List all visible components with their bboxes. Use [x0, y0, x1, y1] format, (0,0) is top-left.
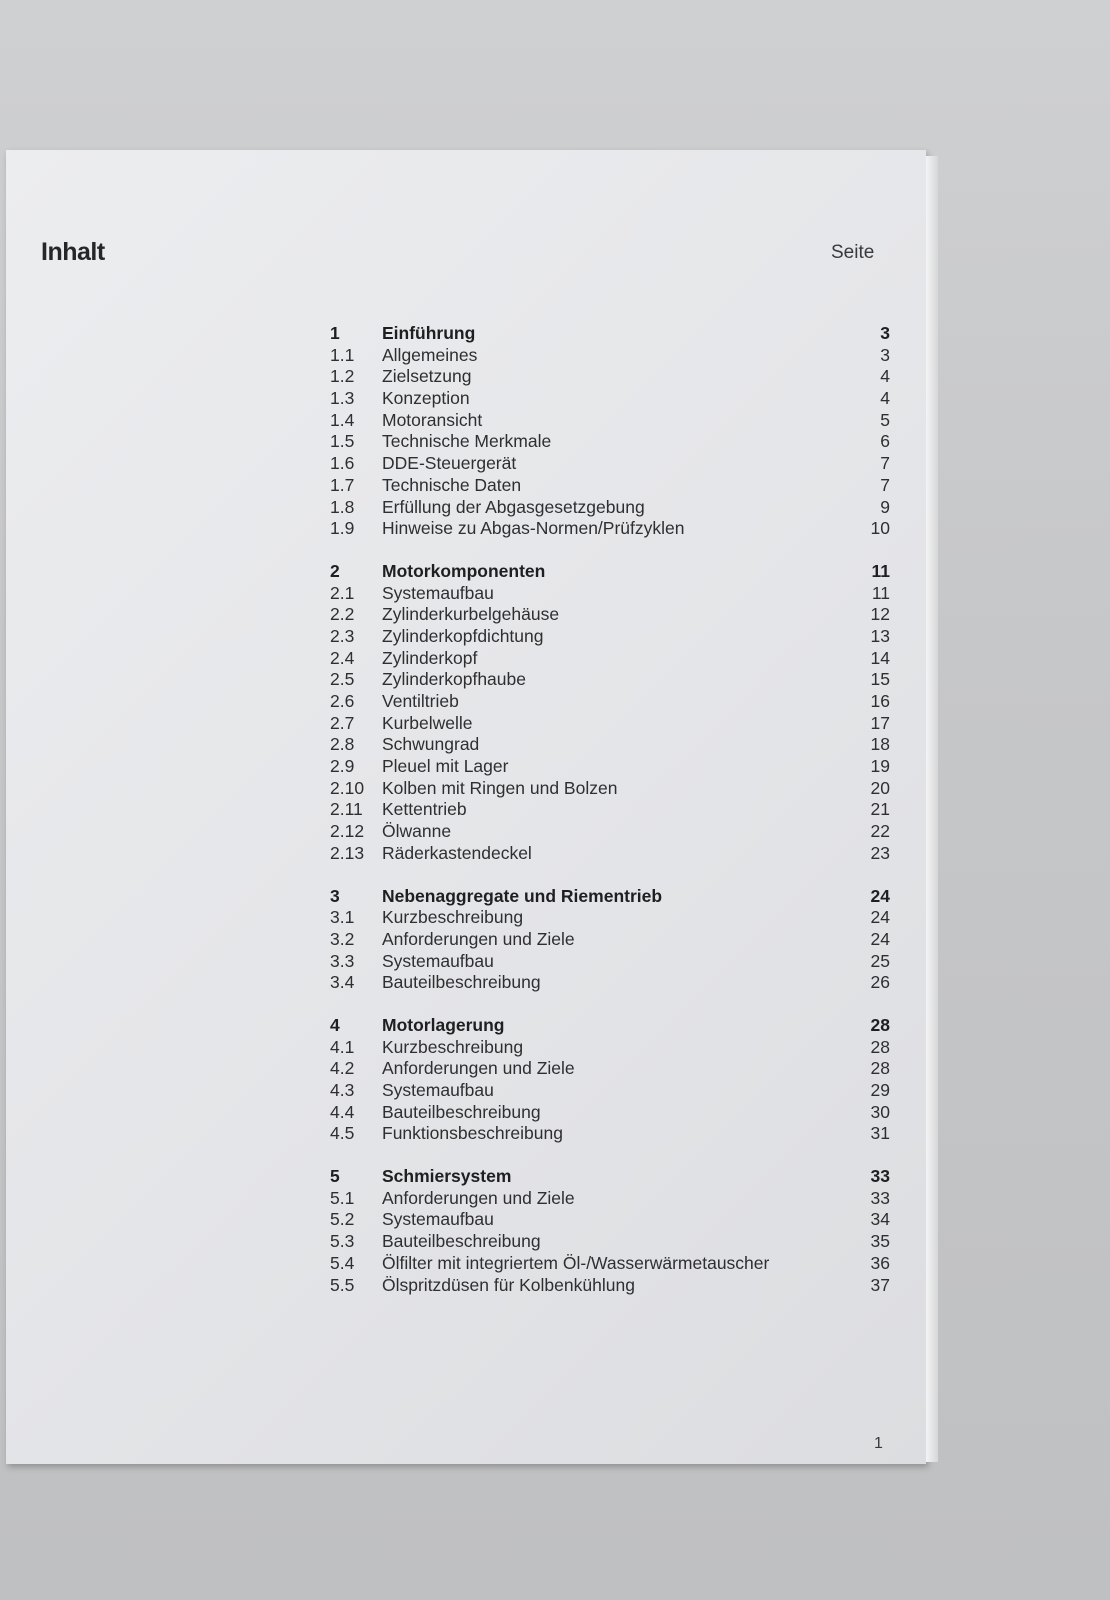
toc-entry [330, 1058, 890, 1080]
toc-entry-label: Hinweise zu Abgas-Normen/Prüfzyklen [382, 518, 685, 539]
toc-entry-number: 2.11 [330, 799, 363, 820]
toc-chapter-label: Einführung [382, 323, 476, 343]
document-page [6, 150, 926, 1464]
toc-chapter-label: Motorkomponenten [382, 560, 546, 581]
toc-entry-label: Kurzbeschreibung [382, 907, 524, 928]
toc-entry-page: 6 [880, 431, 890, 452]
toc-chapter [330, 323, 890, 345]
toc-entry [330, 648, 890, 670]
toc-entry-number: 2.13 [330, 842, 365, 863]
toc-chapter-number: 2 [330, 560, 340, 581]
toc-entry-number: 2.8 [330, 734, 355, 755]
toc-entry-number: 2.6 [330, 691, 355, 711]
toc-entry [330, 1102, 890, 1124]
toc-chapter [330, 1166, 890, 1188]
toc-entry [330, 410, 890, 432]
toc-chapter-number: 3 [330, 885, 340, 906]
toc-entry-label: Zielsetzung [382, 366, 472, 387]
toc-entry-page: 15 [870, 669, 890, 690]
toc-entry-page: 33 [870, 1187, 890, 1208]
toc-entry-number: 1.9 [330, 518, 355, 539]
toc-entry-label: Ölfilter mit integriertem Öl-/Wasserwärmetauscher [382, 1252, 770, 1273]
toc-entry [330, 626, 890, 648]
toc-entry-page: 5 [880, 409, 890, 430]
toc-section [330, 561, 890, 865]
toc-entry [330, 756, 890, 778]
toc-entry-label: Zylinderkurbelgehäuse [382, 604, 560, 625]
page-title: Inhalt [41, 238, 105, 266]
toc-chapter-page: 24 [870, 885, 890, 906]
toc-chapter-number: 5 [330, 1166, 340, 1187]
toc-entry-label: Anforderungen und Ziele [382, 928, 575, 949]
toc-chapter-number: 1 [330, 323, 340, 343]
toc-entry-label: Erfüllung der Abgasgesetzgebung [382, 496, 645, 517]
toc-entry-number: 2.9 [330, 756, 355, 777]
toc-entry-label: Systemaufbau [382, 1209, 494, 1230]
toc-entry-number: 4.5 [330, 1123, 355, 1144]
toc-entry [330, 431, 890, 453]
toc-entry-number: 1.7 [330, 474, 355, 495]
toc-entry-number: 5.4 [330, 1252, 355, 1273]
toc-entry-label: Allgemeines [382, 344, 478, 365]
toc-chapter [330, 561, 890, 583]
toc-entry-number: 3.2 [330, 928, 355, 949]
toc-entry-page: 29 [870, 1080, 890, 1100]
toc-entry-page: 21 [870, 799, 890, 820]
toc-entry-page: 12 [870, 604, 890, 625]
toc-entry-page: 30 [870, 1101, 890, 1122]
toc-entry-page: 20 [870, 777, 890, 798]
toc-entry-number: 3.1 [330, 907, 355, 928]
toc-entry [330, 1209, 890, 1231]
toc-entry [330, 713, 890, 735]
toc-chapter [330, 886, 890, 908]
toc-entry-label: Bauteilbeschreibung [382, 972, 541, 993]
toc-entry-label: Kolben mit Ringen und Bolzen [382, 777, 618, 798]
toc-chapter-page: 28 [870, 1014, 890, 1035]
toc-entry-number: 1.3 [330, 388, 355, 409]
toc-entry-number: 2.1 [330, 582, 355, 603]
toc-entry-label: Ölspritzdüsen für Kolbenkühlung [382, 1274, 635, 1295]
toc-entry-number: 2.7 [330, 712, 355, 733]
toc-entry-label: Technische Daten [382, 474, 522, 495]
toc-chapter-page: 33 [870, 1166, 890, 1187]
toc-entry-label: Technische Merkmale [382, 431, 552, 452]
toc-entry-number: 2.12 [330, 821, 365, 842]
toc-entry-page: 14 [870, 647, 890, 668]
toc-chapter-page: 3 [880, 323, 890, 343]
toc-entry [330, 669, 890, 691]
toc-entry [330, 843, 890, 865]
toc-entry-page: 35 [870, 1231, 890, 1252]
toc-entry-label: Kettentrieb [382, 799, 467, 820]
toc-entry-number: 2.3 [330, 625, 355, 646]
toc-entry-label: Zylinderkopfdichtung [382, 625, 544, 646]
toc-entry [330, 453, 890, 475]
toc-entry-page: 18 [870, 734, 890, 755]
toc-entry-number: 5.1 [330, 1187, 355, 1208]
toc-entry [330, 972, 890, 994]
toc-entry-number: 4.2 [330, 1058, 355, 1079]
toc-entry-label: Bauteilbeschreibung [382, 1101, 541, 1122]
page-edge [926, 156, 938, 1462]
toc-entry-page: 23 [870, 842, 890, 863]
toc-entry-label: Pleuel mit Lager [382, 756, 509, 777]
toc-entry-page: 34 [870, 1209, 890, 1230]
page-number: 1 [874, 1435, 883, 1452]
toc-entry [330, 366, 890, 388]
toc-entry-number: 2.4 [330, 647, 355, 668]
toc-entry-page: 4 [880, 366, 890, 387]
toc-chapter-number: 4 [330, 1014, 340, 1035]
toc-entry-page: 37 [870, 1274, 890, 1295]
toc-entry-page: 28 [870, 1036, 890, 1057]
toc-entry-number: 5.5 [330, 1274, 355, 1295]
toc-entry-page: 19 [870, 756, 890, 777]
toc-entry-page: 13 [870, 625, 890, 646]
toc-entry [330, 821, 890, 843]
toc-entry-number: 1.5 [330, 431, 355, 452]
toc-chapter-label: Nebenaggregate und Riementrieb [382, 885, 663, 906]
toc-entry [330, 1231, 890, 1253]
toc-entry-label: DDE-Steuergerät [382, 453, 517, 474]
toc-entry-page: 17 [870, 712, 890, 733]
toc-entry-page: 3 [880, 344, 890, 365]
toc-entry [330, 1080, 890, 1102]
toc-entry-page: 10 [870, 518, 890, 539]
toc-entry-number: 4.1 [330, 1036, 355, 1057]
table-of-contents [330, 323, 890, 1317]
toc-entry [330, 388, 890, 410]
toc-entry-page: 9 [880, 496, 890, 517]
toc-entry-page: 28 [870, 1058, 890, 1079]
toc-entry-label: Ölwanne [382, 821, 452, 842]
toc-entry-page: 11 [871, 582, 890, 603]
toc-entry-number: 2.10 [330, 777, 365, 798]
toc-entry [330, 1275, 890, 1297]
toc-entry-page: 4 [880, 388, 890, 409]
toc-entry-label: Funktionsbeschreibung [382, 1123, 563, 1144]
toc-entry [330, 1123, 890, 1145]
toc-chapter [330, 1015, 890, 1037]
toc-entry [330, 475, 890, 497]
toc-entry-label: Motoransicht [382, 409, 483, 430]
toc-entry-page: 25 [870, 950, 890, 971]
toc-entry-number: 3.3 [330, 950, 355, 971]
toc-entry [330, 345, 890, 367]
toc-entry-page: 16 [870, 691, 890, 711]
toc-entry-number: 1.4 [330, 409, 355, 430]
toc-entry [330, 734, 890, 756]
toc-entry-label: Bauteilbeschreibung [382, 1231, 541, 1252]
toc-entry-label: Zylinderkopf [382, 647, 478, 668]
toc-entry-number: 2.2 [330, 604, 355, 625]
toc-entry-number: 1.8 [330, 496, 355, 517]
toc-chapter-label: Motorlagerung [382, 1014, 505, 1035]
toc-section [330, 1166, 890, 1296]
toc-entry-page: 24 [870, 907, 890, 928]
toc-entry-page: 26 [870, 972, 890, 993]
toc-entry [330, 604, 890, 626]
toc-entry-label: Schwungrad [382, 734, 480, 755]
toc-entry-page: 7 [880, 474, 890, 495]
toc-entry [330, 929, 890, 951]
toc-entry-page: 24 [870, 928, 890, 949]
toc-entry-label: Ventiltrieb [382, 691, 459, 711]
toc-entry-label: Systemaufbau [382, 950, 494, 971]
toc-entry-label: Kurzbeschreibung [382, 1036, 524, 1057]
toc-entry-label: Räderkastendeckel [382, 842, 532, 863]
toc-entry-label: Zylinderkopfhaube [382, 669, 526, 690]
toc-entry-label: Systemaufbau [382, 582, 494, 603]
toc-entry-label: Konzeption [382, 388, 470, 409]
toc-entry [330, 907, 890, 929]
toc-entry-number: 5.3 [330, 1231, 355, 1252]
toc-entry [330, 497, 890, 519]
toc-entry-label: Anforderungen und Ziele [382, 1187, 575, 1208]
toc-section [330, 886, 890, 994]
toc-entry [330, 1037, 890, 1059]
toc-section [330, 1015, 890, 1145]
toc-entry-number: 4.4 [330, 1101, 355, 1122]
toc-entry [330, 691, 890, 713]
toc-entry-page: 31 [870, 1123, 890, 1144]
toc-entry-page: 7 [880, 453, 890, 474]
toc-entry-label: Systemaufbau [382, 1080, 494, 1100]
toc-entry-number: 2.5 [330, 669, 355, 690]
toc-section [330, 323, 890, 540]
toc-entry-page: 22 [870, 821, 890, 842]
toc-entry [330, 518, 890, 540]
toc-entry [330, 1253, 890, 1275]
toc-entry-number: 5.2 [330, 1209, 355, 1230]
toc-entry-number: 1.1 [330, 344, 355, 365]
toc-entry [330, 1188, 890, 1210]
toc-entry-number: 1.2 [330, 366, 355, 387]
toc-entry [330, 799, 890, 821]
page-column-header: Seite [831, 242, 875, 263]
toc-entry-label: Anforderungen und Ziele [382, 1058, 575, 1079]
toc-entry-label: Kurbelwelle [382, 712, 473, 733]
toc-chapter-page: 11 [871, 560, 890, 581]
toc-chapter-label: Schmiersystem [382, 1166, 512, 1187]
toc-entry [330, 951, 890, 973]
toc-entry-number: 4.3 [330, 1080, 355, 1100]
toc-entry-number: 1.6 [330, 453, 355, 474]
toc-entry [330, 778, 890, 800]
toc-entry-page: 36 [870, 1252, 890, 1273]
toc-entry [330, 583, 890, 605]
toc-entry-number: 3.4 [330, 972, 355, 993]
